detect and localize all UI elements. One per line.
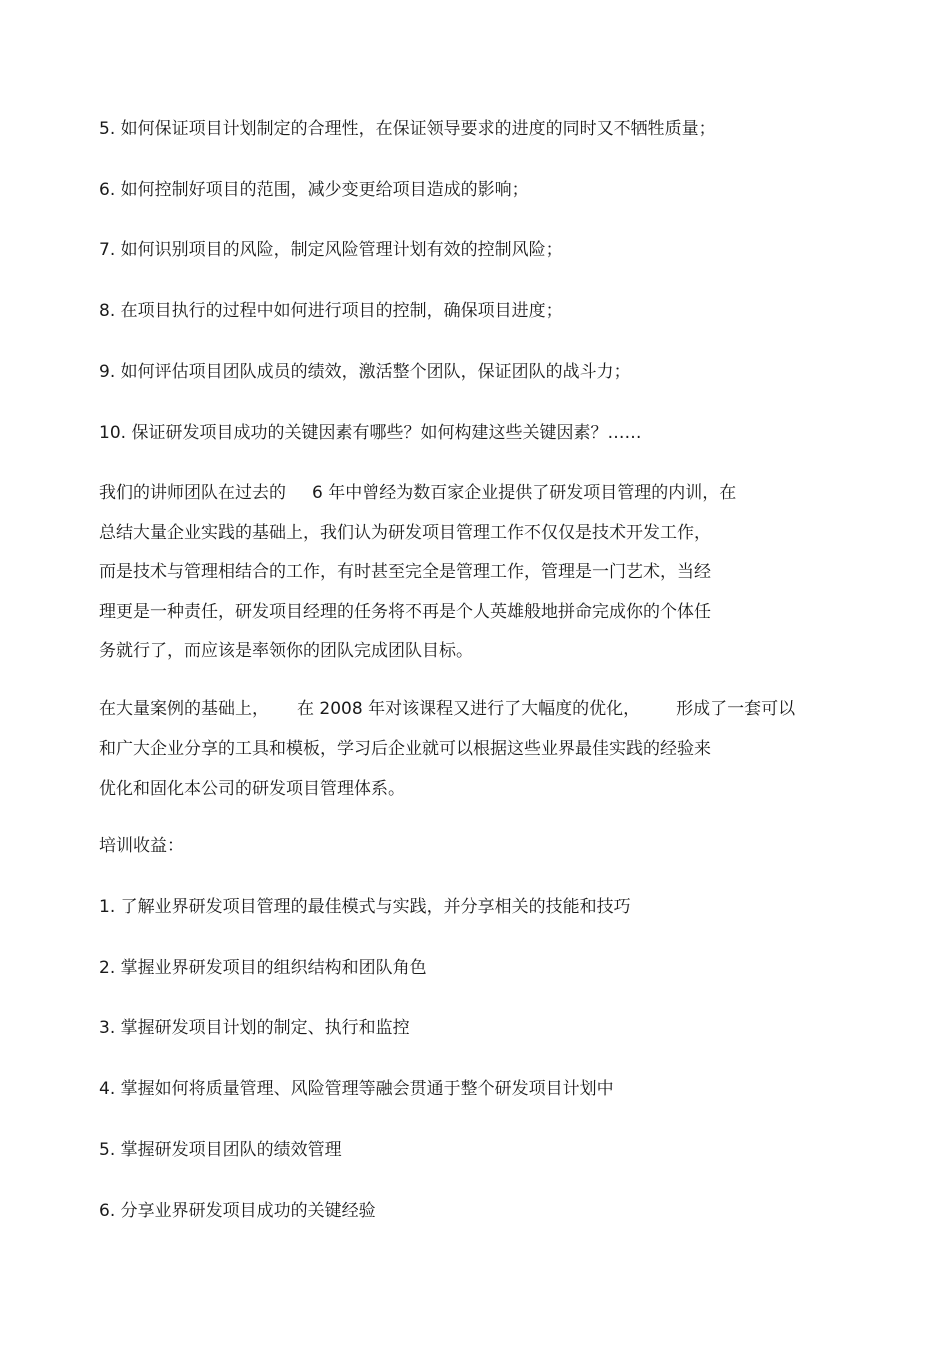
- paragraph-text: 6 年中曾经为数百家企业提供了研发项目管理的内训，在: [312, 483, 737, 503]
- benefit-item: 1. 了解业界研发项目管理的最佳模式与实践，并分享相关的技能和技巧: [99, 897, 631, 917]
- benefits-heading: 培训收益：: [99, 836, 184, 856]
- paragraph-line: 而是技术与管理相结合的工作，有时甚至完全是管理工作，管理是一门艺术，当经: [99, 562, 711, 582]
- question-item: 6. 如何控制好项目的范围，减少变更给项目造成的影响；: [99, 180, 529, 200]
- paragraph-line: [99, 697, 859, 721]
- benefit-item: 3. 掌握研发项目计划的制定、执行和监控: [99, 1018, 410, 1038]
- paragraph-line: 优化和固化本公司的研发项目管理体系。: [99, 779, 405, 799]
- optimize-paragraph: [99, 697, 859, 817]
- question-item: 7. 如何识别项目的风险，制定风险管理计划有效的控制风险；: [99, 240, 563, 260]
- benefit-item: 2. 掌握业界研发项目的组织结构和团队角色: [99, 958, 427, 978]
- benefit-item: 4. 掌握如何将质量管理、风险管理等融会贯通于整个研发项目计划中: [99, 1079, 614, 1099]
- paragraph-line: 理更是一种责任，研发项目经理的任务将不再是个人英雄般地拼命完成你的个体任: [99, 601, 711, 622]
- benefit-item: 6. 分享业界研发项目成功的关键经验: [99, 1201, 376, 1221]
- paragraph-line: 务就行了，而应该是率领你的团队完成团队目标。: [99, 641, 473, 661]
- paragraph-text: 在 2008 年对该课程又进行了大幅度的优化，: [297, 699, 641, 719]
- paragraph-text: 我们的讲师团队在过去的: [99, 483, 286, 503]
- paragraph-text: 在大量案例的基础上，: [99, 699, 269, 719]
- intro-paragraph: [99, 481, 859, 679]
- paragraph-line: [99, 481, 859, 505]
- paragraph-text: 形成了一套可以: [676, 699, 796, 719]
- benefit-item: 5. 掌握研发项目团队的绩效管理: [99, 1140, 342, 1160]
- question-item: 8. 在项目执行的过程中如何进行项目的控制，确保项目进度；: [99, 301, 563, 321]
- paragraph-line: 总结大量企业实践的基础上，我们认为研发项目管理工作不仅仅是技术开发工作，: [99, 522, 711, 543]
- question-item: 10. 保证研发项目成功的关键因素有哪些？如何构建这些关键因素？……: [99, 423, 642, 443]
- question-item: 9. 如何评估项目团队成员的绩效，激活整个团队，保证团队的战斗力；: [99, 362, 631, 382]
- paragraph-line: 和广大企业分享的工具和模板，学习后企业就可以根据这些业界最佳实践的经验来: [99, 739, 711, 759]
- question-item: 5. 如何保证项目计划制定的合理性，在保证领导要求的进度的同时又不牺牲质量；: [99, 119, 716, 139]
